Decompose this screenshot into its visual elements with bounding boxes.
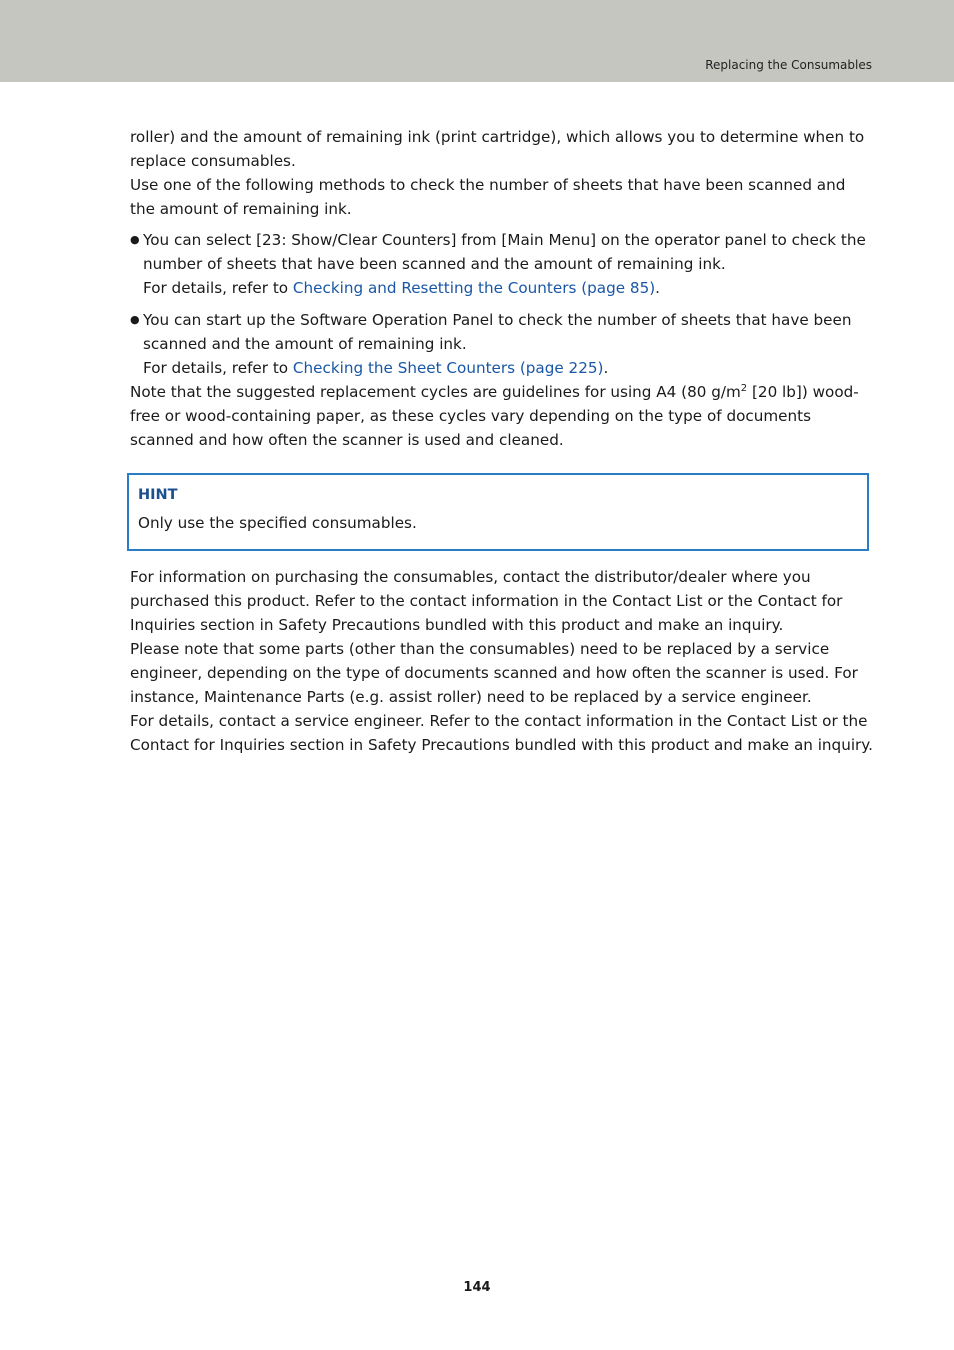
link-checking-resetting-counters[interactable]: Checking and Resetting the Counters (page 85) bbox=[292, 279, 656, 297]
list-item bbox=[130, 308, 875, 380]
page-number: 144 bbox=[463, 1280, 491, 1295]
details-prefix: For details, refer to bbox=[143, 279, 293, 297]
intro-paragraph: roller) and the amount of remaining ink (print cartridge), which allows you to determine when to replace consumables. bbox=[130, 128, 865, 170]
note-paragraph bbox=[130, 380, 875, 452]
section-title: Replacing the Consumables bbox=[705, 58, 872, 72]
page-content bbox=[130, 125, 875, 757]
details-suffix: . bbox=[655, 279, 660, 297]
bullet-text: You can start up the Software Operation Panel to check the number of sheets that have been scanned and the amount of remaining ink. bbox=[143, 311, 852, 353]
purchase-paragraph: For information on purchasing the consumables, contact the distributor/dealer where you purchased this product. Refer to the contact information in the Contact List or the Contact for Inquiries section in Safety Precautions bundled with this product and make an inquiry. bbox=[130, 568, 843, 634]
list-item bbox=[130, 228, 875, 300]
note-text-end: [20 lb]) wood-free or wood-containing paper, as these cycles vary depending on the type of documents scanned and how often the scanner is used and cleaned. bbox=[130, 383, 859, 449]
methods-paragraph: Use one of the following methods to check the number of sheets that have been scanned and the amount of remaining ink. bbox=[130, 176, 846, 218]
service-paragraph: Please note that some parts (other than the consumables) need to be replaced by a service engineer, depending on the type of documents scanned and how often the scanner is used. For instance, Maintenance Parts (e.g. assist roller) need to be replaced by a service engineer. bbox=[130, 640, 858, 706]
details-prefix: For details, refer to bbox=[143, 359, 293, 377]
bullet-details bbox=[143, 276, 875, 300]
superscript-2: 2 bbox=[740, 382, 748, 394]
note-text-start: Note that the suggested replacement cycles are guidelines for using A4 (80 g/m bbox=[130, 383, 741, 401]
bullet-icon: ● bbox=[130, 313, 140, 326]
bullet-details bbox=[143, 356, 875, 380]
link-checking-sheet-counters[interactable]: Checking the Sheet Counters (page 225) bbox=[292, 359, 604, 377]
bullet-icon: ● bbox=[130, 233, 140, 246]
page-header-band bbox=[0, 0, 954, 82]
details-suffix: . bbox=[603, 359, 609, 377]
details-paragraph: For details, contact a service engineer. Refer to the contact information in the Contact List or the Contact for Inquiries section in Safety Precautions bundled with this product and make an inquiry. bbox=[130, 712, 873, 754]
bullet-text: You can select [23: Show/Clear Counters] from [Main Menu] on the operator panel to check the number of sheets that have been scanned and the amount of remaining ink. bbox=[143, 231, 866, 273]
hint-text: Only use the specified consumables. bbox=[138, 514, 417, 532]
hint-box bbox=[127, 473, 869, 551]
hint-label: HINT bbox=[138, 487, 178, 503]
